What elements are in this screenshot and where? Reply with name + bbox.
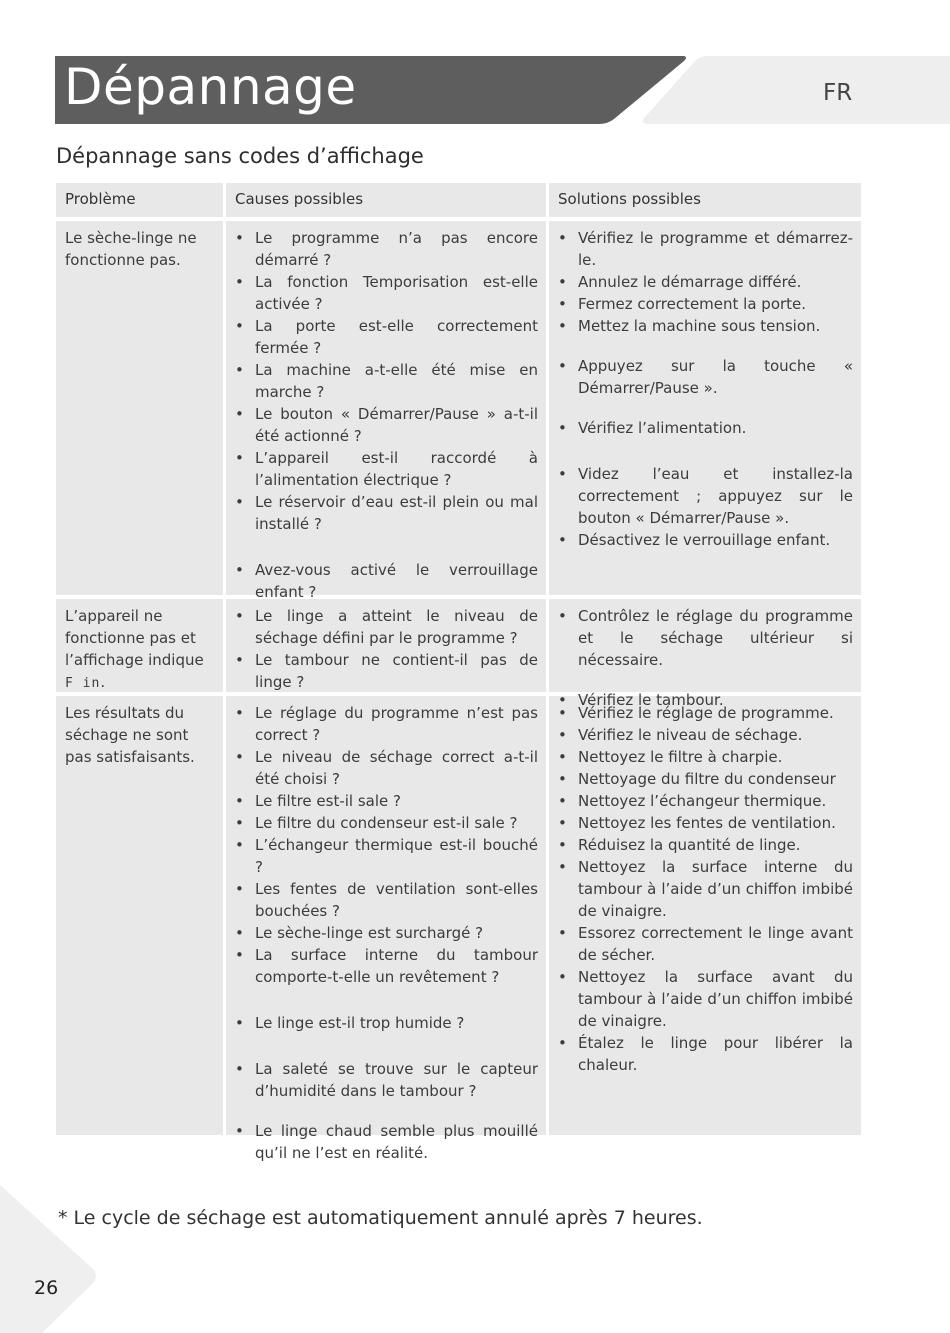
causes-cell bbox=[226, 599, 546, 692]
list-item: • Avez-vous activé le verrouillage enfant ? bbox=[233, 559, 538, 603]
page-title: Dépannage bbox=[64, 58, 357, 116]
list-item: • La fonction Temporisation est-elle activée ? bbox=[233, 271, 538, 315]
solutions-cell bbox=[549, 696, 861, 1135]
list-item: • Mettez la machine sous tension. bbox=[556, 315, 853, 337]
list-item: • Nettoyez les fentes de ventilation. bbox=[556, 812, 853, 834]
list-item: • La saleté se trouve sur le capteur d’humidité dans le tambour ? bbox=[233, 1058, 538, 1102]
list-item: • La porte est-elle correctement fermée ? bbox=[233, 315, 538, 359]
list-item: • Le linge chaud semble plus mouillé qu’il ne l’est en réalité. bbox=[233, 1120, 538, 1164]
list-item: • Étalez le linge pour libérer la chaleur. bbox=[556, 1032, 853, 1076]
page-number: 26 bbox=[34, 1277, 59, 1299]
list-item: • Les fentes de ventilation sont-elles bouchées ? bbox=[233, 878, 538, 922]
display-code: F in bbox=[65, 676, 101, 691]
list-item: • Le réservoir d’eau est-il plein ou mal installé ? bbox=[233, 491, 538, 535]
list-item: • Nettoyez le filtre à charpie. bbox=[556, 746, 853, 768]
list-item: • Le programme n’a pas encore démarré ? bbox=[233, 227, 538, 271]
causes-cell bbox=[226, 221, 546, 601]
causes-cell bbox=[226, 696, 546, 1162]
list-item: • Nettoyez l’échangeur thermique. bbox=[556, 790, 853, 812]
list-item: • Contrôlez le réglage du programme et le séchage ultérieur si nécessaire. bbox=[556, 605, 853, 671]
problem-cell: Le sèche-linge ne fonctionne pas. bbox=[56, 221, 223, 595]
list-item: • Le bouton « Démarrer/Pause » a-t-il été actionné ? bbox=[233, 403, 538, 447]
list-item: • Le sèche-linge est surchargé ? bbox=[233, 922, 538, 944]
list-item: • Réduisez la quantité de linge. bbox=[556, 834, 853, 856]
list-item: • Fermez correctement la porte. bbox=[556, 293, 853, 315]
language-label: FR bbox=[823, 80, 853, 106]
problem-suffix: . bbox=[100, 673, 106, 691]
list-item: • Nettoyez la surface interne du tambour à l’aide d’un chiffon imbibé de vinaigre. bbox=[556, 856, 853, 922]
list-item: • Vérifiez le tambour. bbox=[556, 689, 853, 711]
footnote: * Le cycle de séchage est automatiquement annulé après 7 heures. bbox=[58, 1207, 703, 1229]
section-title: Dépannage sans codes d’affichage bbox=[56, 144, 424, 168]
list-item: • Vérifiez le programme et démarrez-le. bbox=[556, 227, 853, 271]
list-item: • Vérifiez le réglage de programme. bbox=[556, 702, 853, 724]
list-item: • Le linge est-il trop humide ? bbox=[233, 1012, 538, 1034]
list-item: • La surface interne du tambour comporte-t-elle un revêtement ? bbox=[233, 944, 538, 988]
solutions-cell bbox=[549, 599, 861, 709]
list-item: • Vérifiez l’alimentation. bbox=[556, 417, 853, 439]
problem-text: L’appareil ne fonctionne pas et l’affichage indique bbox=[65, 607, 204, 669]
list-item: • Annulez le démarrage différé. bbox=[556, 271, 853, 293]
list-item: • Appuyez sur la touche « Démarrer/Pause ». bbox=[556, 355, 853, 399]
header-problem: Problème bbox=[56, 183, 223, 217]
list-item: • Le tambour ne contient-il pas de linge ? bbox=[233, 649, 538, 693]
list-item: • Le réglage du programme n’est pas correct ? bbox=[233, 702, 538, 746]
problem-cell bbox=[56, 599, 223, 692]
list-item: • Nettoyez la surface avant du tambour à l’aide d’un chiffon imbibé de vinaigre. bbox=[556, 966, 853, 1032]
list-item: • Le filtre est-il sale ? bbox=[233, 790, 538, 812]
troubleshooting-table bbox=[56, 183, 861, 1162]
list-item: • Le niveau de séchage correct a-t-il été choisi ? bbox=[233, 746, 538, 790]
list-item: • L’appareil est-il raccordé à l’alimentation électrique ? bbox=[233, 447, 538, 491]
list-item: • Le filtre du condenseur est-il sale ? bbox=[233, 812, 538, 834]
list-item: • Vérifiez le niveau de séchage. bbox=[556, 724, 853, 746]
list-item: • Videz l’eau et installez-la correctement ; appuyez sur le bouton « Démarrer/Pause ». bbox=[556, 463, 853, 529]
header-solutions: Solutions possibles bbox=[549, 183, 861, 217]
lang-banner bbox=[643, 56, 950, 124]
list-item: • Nettoyage du filtre du condenseur bbox=[556, 768, 853, 790]
list-item: • Le linge a atteint le niveau de séchage défini par le programme ? bbox=[233, 605, 538, 649]
list-item: • La machine a-t-elle été mise en marche ? bbox=[233, 359, 538, 403]
list-item: • Désactivez le verrouillage enfant. bbox=[556, 529, 853, 551]
list-item: • L’échangeur thermique est-il bouché ? bbox=[233, 834, 538, 878]
list-item: • Essorez correctement le linge avant de sécher. bbox=[556, 922, 853, 966]
header-causes: Causes possibles bbox=[226, 183, 546, 217]
solutions-cell bbox=[549, 221, 861, 595]
problem-cell: Les résultats du séchage ne sont pas satisfaisants. bbox=[56, 696, 223, 1135]
